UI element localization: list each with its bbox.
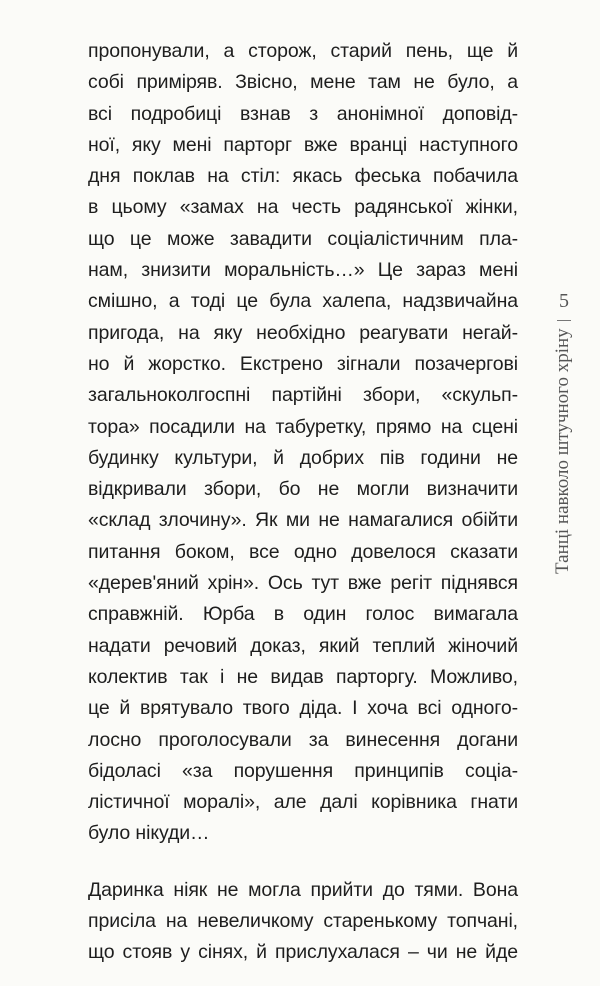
text-line: но й жорстко. Екстрено зігнали позачергові bbox=[88, 352, 518, 375]
text-line: пригода, на яку необхідно реагувати негай- bbox=[88, 321, 518, 344]
text-line: присіла на невеличкому старенькому топчані, bbox=[88, 910, 518, 933]
text-line: що це може завадити соціалістичним пла- bbox=[88, 227, 518, 250]
text-line: тора» посадили на табуретку, прямо на сцені bbox=[88, 415, 518, 438]
text-line: ної, яку мені парторг вже вранці наступного bbox=[88, 133, 518, 156]
header-divider bbox=[557, 320, 571, 321]
paragraph-gap bbox=[88, 850, 518, 875]
text-line: собі приміряв. Звісно, мене там не було, а bbox=[88, 71, 518, 94]
paragraph-1 bbox=[88, 36, 518, 850]
text-line: справжній. Юрба в один голос вимагала bbox=[88, 603, 518, 626]
text-line: було нікуди… bbox=[88, 822, 210, 845]
text-line: лістичної моралі», але далі корівника гнати bbox=[88, 791, 518, 814]
text-line: Даринка ніяк не могла прийти до тями. Вона bbox=[88, 878, 518, 901]
text-line: пропонували, а сторож, старий пень, ще й bbox=[88, 40, 518, 62]
text-line: питання боком, все одно довелося сказати bbox=[88, 540, 518, 563]
text-line: в цьому «замах на честь радянської жінки, bbox=[88, 196, 518, 219]
text-line: відкривали збори, бо не могли визначити bbox=[88, 478, 518, 501]
text-line: бідоласі «за порушення принципів соціа- bbox=[88, 759, 518, 782]
text-line: загальноколгоспні партійні збори, «скульп- bbox=[88, 384, 518, 407]
text-line: колектив так і не видав парторгу. Можливо, bbox=[88, 665, 518, 688]
text-line: надати речовий доказ, який теплий жіночий bbox=[88, 634, 518, 657]
running-title: Танці навколо штучного хріну bbox=[552, 328, 573, 574]
text-line: «дерев'яний хрін». Ось тут вже регіт піднявся bbox=[88, 572, 518, 595]
page-number: 5 bbox=[559, 290, 569, 312]
text-line: будинку культури, й добрих пів години не bbox=[88, 446, 518, 469]
text-line: що стояв у сінях, й прислухалася – чи не йде bbox=[88, 941, 518, 964]
text-line: смішно, а тоді це була халепа, надзвичайна bbox=[88, 290, 518, 313]
text-line: лосно проголосували за винесення догани bbox=[88, 728, 518, 751]
body-text bbox=[88, 36, 518, 969]
side-running-header bbox=[548, 290, 580, 670]
text-line: «склад злочину». Як ми не намагалися обійти bbox=[88, 509, 518, 532]
text-line: нам, знизити моральність…» Це зараз мені bbox=[88, 259, 518, 282]
text-line: це й врятувало твого діда. І хоча всі одного- bbox=[88, 697, 518, 720]
paragraph-2 bbox=[88, 875, 518, 969]
text-line: дня поклав на стіл: якась феська побачила bbox=[88, 165, 518, 188]
text-line: всі подробиці взнав з анонімної доповід- bbox=[88, 102, 518, 125]
